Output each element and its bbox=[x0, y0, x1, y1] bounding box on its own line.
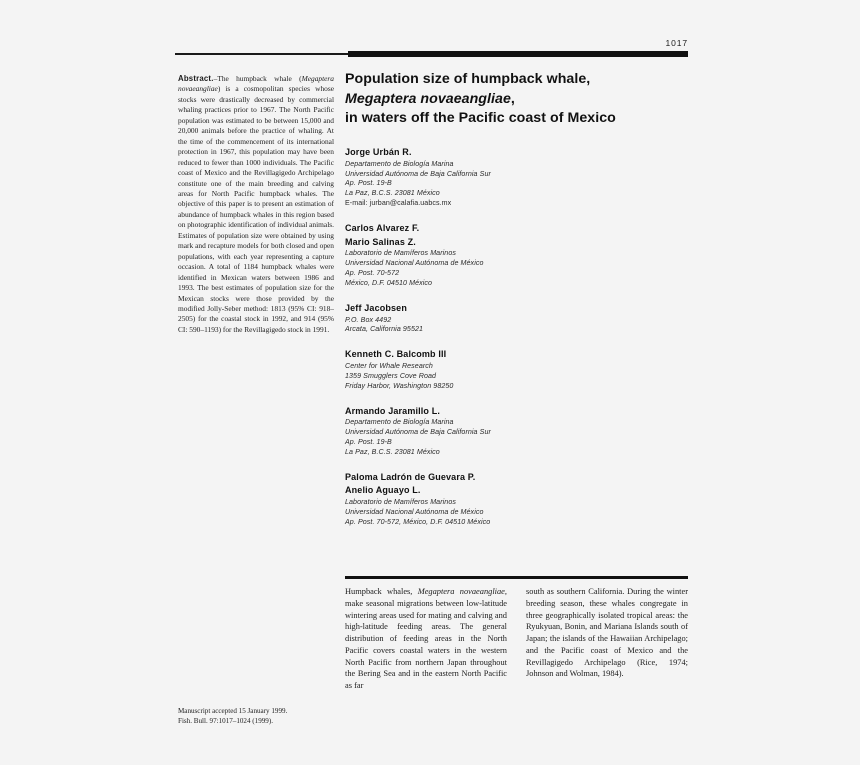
body-divider-rule bbox=[345, 576, 688, 579]
title-line-2-tail: , bbox=[510, 90, 515, 107]
affiliation-line: Friday Harbor, Washington 98250 bbox=[345, 381, 454, 390]
header-rule-thin bbox=[175, 53, 348, 55]
abstract-lead: The humpback whale ( bbox=[217, 74, 302, 83]
affiliation-line: Departamento de Biología Marina bbox=[345, 418, 454, 427]
affiliation-line: La Paz, B.C.S. 23081 México bbox=[345, 189, 440, 198]
affiliation-line: Universidad Nacional Autónoma de México bbox=[345, 259, 484, 268]
title-line-3: in waters off the Pacific coast of Mexico bbox=[345, 110, 616, 126]
manuscript-accepted-line: Manuscript accepted 15 January 1999. bbox=[178, 707, 288, 715]
abstract-dash: – bbox=[213, 74, 218, 83]
author-group bbox=[345, 222, 690, 289]
author-name: Kenneth C. Balcomb III bbox=[345, 349, 447, 360]
body-species-name: Megaptera novaeangliae bbox=[417, 587, 505, 596]
author-group bbox=[345, 302, 690, 335]
affiliation-line: Center for Whale Research bbox=[345, 361, 433, 370]
running-head bbox=[175, 33, 688, 51]
header-rule bbox=[175, 50, 688, 59]
body-column-left bbox=[345, 586, 507, 692]
title-line-1: Population size of humpback whale, bbox=[345, 71, 591, 87]
author-group bbox=[345, 405, 690, 458]
title-species-name: Megaptera novaeangliae bbox=[345, 90, 511, 107]
journal-citation-line: Fish. Bull. 97:1017–1024 (1999). bbox=[178, 716, 273, 725]
article-title bbox=[345, 70, 690, 129]
body-lead: Humpback whales, bbox=[345, 587, 418, 596]
affiliation-line: Ap. Post. 19-B bbox=[345, 179, 392, 188]
author-group bbox=[345, 348, 690, 391]
affiliation-line: P.O. Box 4492 bbox=[345, 315, 392, 324]
body-column-right: south as southern California. During the winter breeding season, these whales congregate in three geographically isolated tropical areas: the Ryukyuan, Bonin, and Mariana Islands south of Japan; the islands of the Hawaiian Archipelago; and the Pacific coast of Mexico and the Revillagigedo Archipelago (Rice, 1974; Johnson and Wolman, 1984). bbox=[526, 587, 688, 679]
affiliation-line: 1359 Smugglers Cove Road bbox=[345, 371, 437, 380]
affiliation-line: Universidad Nacional Autónoma de México bbox=[345, 507, 484, 516]
author-name: Mario Salinas Z. bbox=[345, 236, 416, 247]
manuscript-note bbox=[178, 707, 348, 726]
affiliation-line: Laboratorio de Mamíferos Marinos bbox=[345, 249, 456, 258]
abstract-species-name: Megaptera novaeangliae bbox=[178, 74, 334, 94]
author-name: Jorge Urbán R. bbox=[345, 147, 412, 157]
affiliation-line: Arcata, California 95521 bbox=[345, 325, 424, 334]
header-rule-thick bbox=[348, 51, 688, 57]
author-name: Paloma Ladrón de Guevara P. bbox=[345, 471, 476, 482]
abstract-text: ) is a cosmopolitan species whose stocks were drastically decreased by commercial whaling practices prior to 1967. The North Pacific population was estimated to be between 15,000 and 20,000 animals before the practice of whaling. At the time of the commencement of its international protection in 1967, this population may have been reduced to fewer than 1000 individuals. The Pacific coast of Mexico and the Revillagigedo Archipelago constitute one of the main breeding and calving areas for North Pacific humpback whales. The objective of this paper is to present an estimation of abundance of humpback whales in this region based on photographic identification of individual animals. Estimates of population size were obtained by using mark and recapture models for both closed and open populations, with each year representing a capture occasion. A total of 1184 humpback whales were identified in Mexican waters between 1986 and 1993. The best estimates of population size for the Mexican stocks were those provided by the modified Jolly-Seber method: 1813 (95% CI: 918–2505) for the coastal stock in 1992, and 914 (95% CI: 590–1193) for the Revillagigedo stock in 1991. bbox=[178, 84, 334, 334]
author-list bbox=[345, 146, 690, 541]
introduction-body bbox=[345, 586, 688, 692]
page-number: 1017 bbox=[665, 38, 688, 48]
abstract-label: Abstract. bbox=[178, 74, 214, 83]
affiliation-line: Departamento de Biología Marina bbox=[345, 159, 454, 168]
affiliation-line: Laboratorio de Mamíferos Marinos bbox=[345, 498, 456, 507]
author-group bbox=[345, 471, 690, 528]
affiliation-line: Ap. Post. 70-572 bbox=[345, 269, 400, 278]
author-name: Carlos Alvarez F. bbox=[345, 223, 420, 234]
author-email[interactable]: E-mail: jurban@calafia.uabcs.mx bbox=[345, 199, 452, 208]
abstract-block bbox=[178, 74, 334, 335]
affiliation-line: Ap. Post. 70-572, México, D.F. 04510 México bbox=[345, 517, 491, 526]
affiliation-line: La Paz, B.C.S. 23081 México bbox=[345, 447, 440, 456]
affiliation-line: Universidad Autónoma de Baja California Sur bbox=[345, 428, 491, 437]
title-line-2 bbox=[345, 90, 690, 110]
affiliation-line: Ap. Post. 19-B bbox=[345, 438, 392, 447]
author-group bbox=[345, 146, 690, 209]
body-column-left-text: , make seasonal migrations between low-latitude wintering areas used for mating and calving and high-latitude feeding areas. The general distribution of feeding areas in the North Pacific covers coastal waters in the western North Pacific from northern Japan throughout the Bering Sea and in the eastern North Pacific as far bbox=[345, 587, 507, 690]
author-name: Anelio Aguayo L. bbox=[345, 485, 421, 496]
author-name: Armando Jaramillo L. bbox=[345, 405, 441, 416]
author-name: Jeff Jacobsen bbox=[345, 302, 407, 313]
affiliation-line: Universidad Autónoma de Baja California Sur bbox=[345, 169, 491, 178]
affiliation-line: México, D.F. 04510 México bbox=[345, 279, 433, 288]
